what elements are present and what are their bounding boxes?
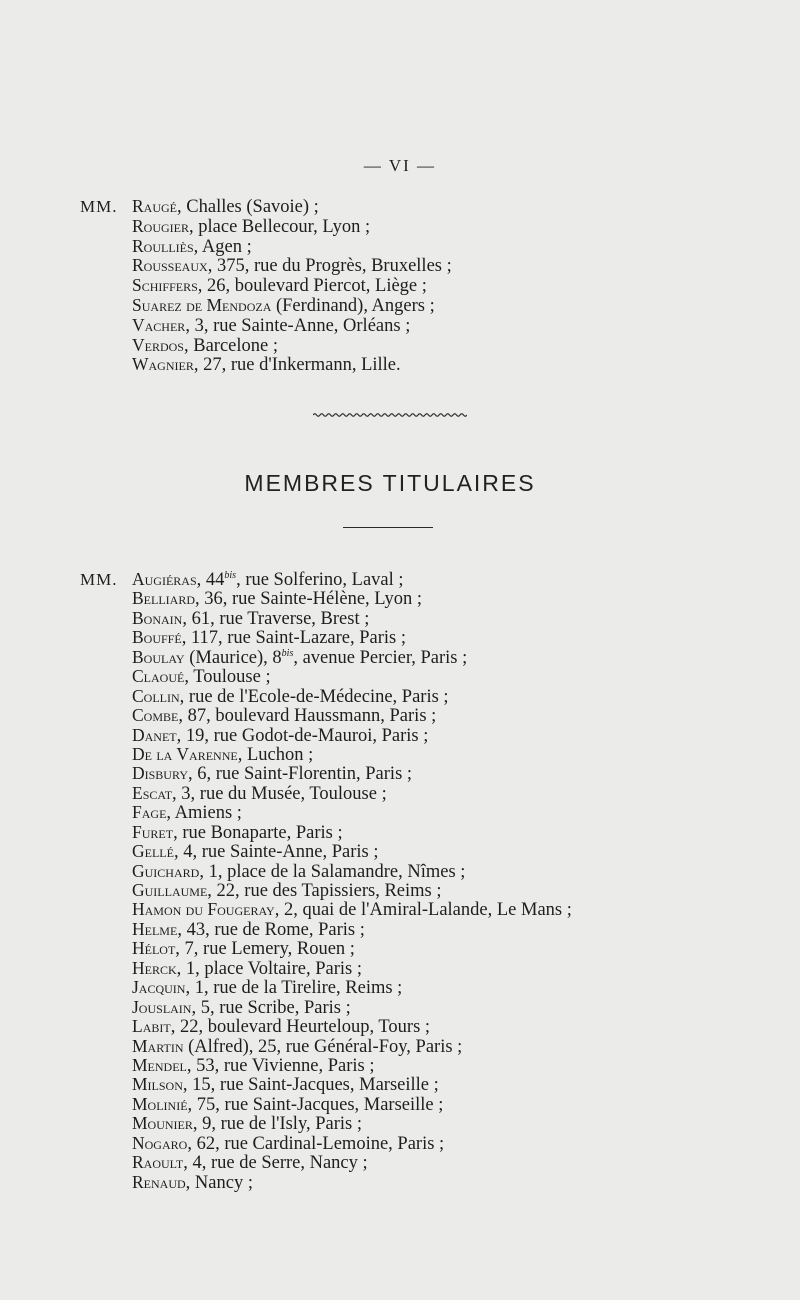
member-address: , 3, rue du Musée, Toulouse ; — [172, 783, 387, 804]
member-address: , 4, rue de Serre, Nancy ; — [183, 1153, 368, 1174]
list-item — [132, 237, 452, 257]
list-item — [132, 648, 572, 667]
member-address: , 62, rue Cardinal-Lemoine, Paris ; — [187, 1133, 445, 1154]
member-name: Bouffé — [132, 627, 182, 648]
list-item — [132, 998, 572, 1017]
member-name: Disbury — [132, 763, 188, 784]
member-name: Escat — [132, 782, 173, 803]
member-name: Milson — [132, 1074, 183, 1095]
member-address: , 61, rue Traverse, Brest ; — [182, 608, 370, 629]
member-name: Hamon du Fougeray — [132, 899, 275, 920]
list-item — [132, 296, 452, 316]
member-name: Martin — [132, 1035, 184, 1056]
member-name: Collin — [132, 685, 180, 706]
member-address: , 5, rue Scribe, Paris ; — [191, 997, 351, 1018]
member-address: , 9, rue de l'Isly, Paris ; — [192, 1114, 363, 1135]
member-address: , rue Bonaparte, Paris ; — [173, 822, 343, 843]
member-address: , Nancy ; — [185, 1172, 253, 1193]
member-address: , Agen ; — [193, 236, 252, 257]
list-item — [132, 842, 572, 861]
member-number: (Maurice), 8 — [184, 647, 282, 668]
list-item — [132, 764, 572, 783]
member-address: , 19, rue Godot-de-Mauroi, Paris ; — [176, 725, 429, 746]
member-name: Claoué — [132, 666, 185, 687]
section-rule — [343, 527, 433, 528]
member-address: , 2, quai de l'Amiral-Lalande, Le Mans ; — [274, 900, 572, 921]
list-item — [132, 920, 572, 939]
correspondent-list — [80, 196, 452, 376]
list-item — [132, 1037, 572, 1056]
mm-label: MM. — [80, 570, 118, 589]
member-name: Danet — [132, 724, 177, 745]
member-address: , 4, rue Sainte-Anne, Paris ; — [173, 842, 379, 863]
member-name: Helme — [132, 918, 178, 939]
member-address: , 375, rue du Progrès, Bruxelles ; — [207, 256, 452, 277]
member-address: , 6, rue Saint-Florentin, Paris ; — [188, 764, 413, 785]
member-name: Rougier — [132, 215, 190, 236]
list-item — [132, 1153, 572, 1172]
member-address: , Toulouse ; — [184, 667, 271, 688]
list-item — [80, 196, 452, 217]
member-name: Nogaro — [132, 1132, 188, 1153]
list-item — [132, 276, 452, 296]
members-list — [80, 569, 572, 1193]
bis-superscript: bis — [224, 569, 237, 581]
list-item — [132, 1095, 572, 1114]
member-name: Roulliès — [132, 235, 194, 256]
list-item — [132, 687, 572, 706]
member-name: Wagnier — [132, 354, 194, 375]
member-name: Schiffers — [132, 275, 198, 296]
member-address: , 22, boulevard Heurteloup, Tours ; — [170, 1017, 431, 1038]
member-name: Gellé — [132, 841, 174, 862]
list-item — [132, 1075, 572, 1094]
member-number: , 44 — [196, 570, 225, 590]
member-address: , 53, rue Vivienne, Paris ; — [186, 1055, 375, 1076]
member-name: Guichard — [132, 860, 200, 881]
member-address: , 75, rue Saint-Jacques, Marseille ; — [187, 1094, 444, 1115]
mm-label: MM. — [80, 197, 118, 216]
list-item — [132, 609, 572, 628]
list-item — [132, 939, 572, 958]
list-item — [132, 862, 572, 881]
list-item — [132, 1056, 572, 1075]
list-item — [132, 256, 452, 276]
member-name: Jouslain — [132, 996, 192, 1017]
member-address: , Amiens ; — [166, 803, 242, 824]
member-address: , 26, boulevard Piercot, Liège ; — [197, 276, 427, 297]
member-address: , 36, rue Sainte-Hélène, Lyon ; — [195, 589, 423, 610]
member-name: Belliard — [132, 588, 195, 609]
section-title: MEMBRES TITULAIRES — [244, 470, 536, 496]
list-item — [132, 823, 572, 842]
member-address: , rue Solferino, Laval ; — [236, 570, 404, 590]
list-item — [132, 217, 452, 237]
list-item — [132, 978, 572, 997]
member-name: Raugé — [132, 196, 178, 216]
member-name: Jacquin — [132, 977, 186, 998]
member-name: Suarez de Mendoza — [132, 294, 272, 315]
member-name: Guillaume — [132, 880, 208, 900]
member-address: , 1, rue de la Tirelire, Reims ; — [185, 978, 403, 999]
list-item — [132, 336, 452, 356]
member-address: , 3, rue Sainte-Anne, Orléans ; — [185, 315, 411, 336]
member-name: Mounier — [132, 1113, 193, 1134]
member-address: , 7, rue Lemery, Rouen ; — [175, 939, 355, 960]
member-address: , Luchon ; — [237, 744, 314, 765]
wavy-divider — [313, 410, 467, 420]
member-address: , Barcelone ; — [183, 335, 278, 356]
member-address: , 27, rue d'Inkermann, Lille. — [193, 355, 401, 376]
member-name: Raoult — [132, 1152, 184, 1173]
list-item — [132, 706, 572, 725]
member-name: Vacher — [132, 314, 186, 335]
member-address: , 87, boulevard Haussmann, Paris ; — [178, 706, 437, 727]
list-item — [132, 959, 572, 978]
list-item — [132, 1017, 572, 1036]
list-item — [132, 589, 572, 608]
member-address: , 1, place de la Salamandre, Nîmes ; — [199, 861, 466, 882]
member-address: (Ferdinand), Angers ; — [271, 295, 435, 316]
list-item — [132, 1114, 572, 1133]
member-address: , avenue Percier, Paris ; — [293, 647, 468, 668]
member-name: Labit — [132, 1016, 171, 1037]
member-name: Verdos — [132, 334, 184, 355]
list-item — [80, 569, 572, 590]
list-item — [132, 726, 572, 745]
page-number: — VI — — [363, 156, 437, 175]
list-item — [132, 784, 572, 803]
member-address: , 15, rue Saint-Jacques, Marseille ; — [182, 1075, 439, 1096]
member-address: , Challes (Savoie) ; — [177, 197, 319, 217]
list-item — [132, 1173, 572, 1192]
list-item — [132, 1134, 572, 1153]
member-name: Combe — [132, 705, 179, 726]
member-address: , 43, rue de Rome, Paris ; — [177, 919, 365, 940]
list-item — [132, 745, 572, 764]
list-item — [132, 881, 572, 900]
member-name: Rousseaux — [132, 255, 208, 276]
member-name: Boulay — [132, 646, 185, 667]
member-address: , 22, rue des Tapissiers, Reims ; — [207, 881, 442, 901]
member-address: , 117, rue Saint-Lazare, Paris ; — [181, 628, 407, 649]
member-name: Fage — [132, 802, 167, 823]
member-address: (Alfred), 25, rue Général-Foy, Paris ; — [183, 1036, 463, 1057]
list-item — [132, 803, 572, 822]
member-address: , place Bellecour, Lyon ; — [189, 216, 371, 237]
list-item — [132, 900, 572, 919]
member-address: , 1, place Voltaire, Paris ; — [176, 958, 362, 979]
member-name: Augiéras — [132, 569, 197, 589]
list-item — [132, 316, 452, 336]
member-name: Mendel — [132, 1054, 187, 1075]
list-item — [132, 355, 452, 375]
member-name: Furet — [132, 821, 174, 842]
list-item — [132, 667, 572, 686]
member-name: Renaud — [132, 1171, 186, 1192]
member-name: Molinié — [132, 1093, 188, 1114]
bis-superscript: bis — [281, 647, 294, 659]
member-name: Hélot — [132, 938, 176, 959]
member-name: Herck — [132, 957, 177, 978]
member-name: Bonain — [132, 607, 183, 628]
member-name: De la Varenne — [132, 743, 238, 764]
list-item — [132, 628, 572, 647]
member-address: , rue de l'Ecole-de-Médecine, Paris ; — [179, 686, 449, 707]
